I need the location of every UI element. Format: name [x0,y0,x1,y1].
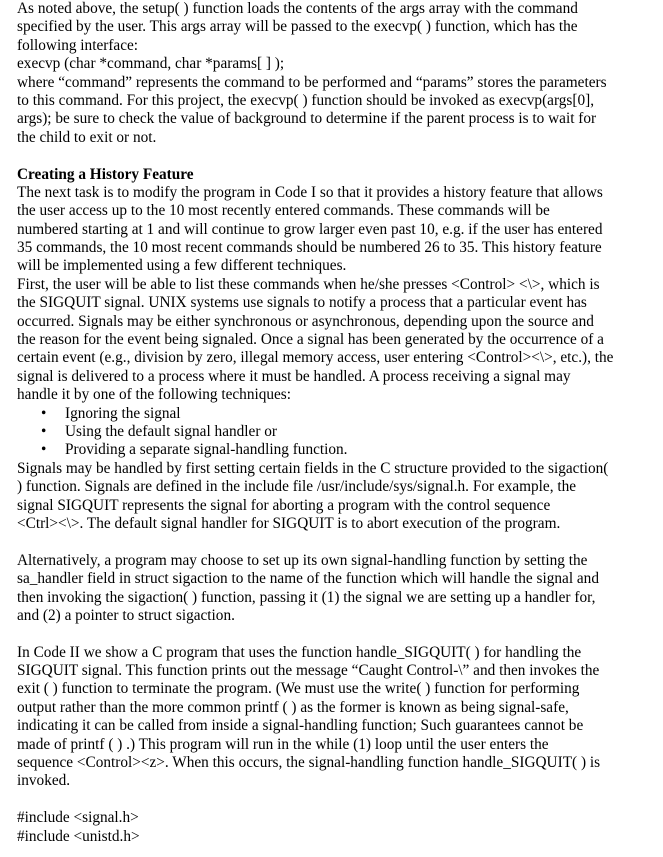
code-signature-line: execvp (char *command, char *params[ ] ); [17,55,285,73]
list-item-text: Ignoring the signal [65,404,181,422]
text-line: signal is delivered to a process where it must be handled. A process receiving a signal may [17,367,571,385]
text-line: SIGQUIT signal. This function prints out the message “Caught Control-\” and then invokes the [17,662,600,680]
text-line: exit ( ) function to terminate the program. (We must use the write( ) function for performing [17,680,580,698]
text-line: invoked. [17,772,71,790]
list-item [17,441,645,459]
paragraph-gap [17,791,645,809]
bullet-icon: • [41,404,47,422]
paragraph-execvp [17,0,645,147]
text-line: signal SIGQUIT represents the signal for aborting a program with the control sequence [17,496,551,514]
text-line: indicating it can be called from inside a signal-handling function; Such guarantees cannot be [17,717,584,735]
code-line: #include <unistd.h> [17,827,140,845]
text-line: As noted above, the setup( ) function loads the contents of the args array with the command [17,0,578,17]
text-line: will be implemented using a few different techniques. [17,257,347,275]
text-line: the user access up to the 10 most recently entered commands. These commands will be [17,202,550,220]
text-line: Signals may be handled by first setting certain fields in the C structure provided to the sigaction( [17,459,609,477]
text-line: certain event (e.g., division by zero, illegal memory access, user entering <Control><\>, etc.), the [17,349,614,367]
text-line: occurred. Signals may be either synchronous or asynchronous, depending upon the source and [17,312,594,330]
bullet-icon: • [41,422,47,440]
code-block [17,809,645,846]
list-item [17,423,645,441]
text-line: The next task is to modify the program in Code I so that it provides a history feature that allows [17,183,603,201]
text-line: In Code II we show a C program that uses the function handle_SIGQUIT( ) for handling the [17,643,582,661]
text-line: specified by the user. This args array will be passed to the execvp( ) function, which has the [17,18,578,36]
code-line: #include <signal.h> [17,809,139,827]
paragraph-alternatively [17,552,645,626]
text-line: handle it by one of the following techniques: [17,386,292,404]
section-heading: Creating a History Feature [17,165,194,183]
paragraph-gap [17,625,645,643]
text-line: then invoking the sigaction( ) function, passing it (1) the signal we are setting up a handler for, [17,588,596,606]
text-line: made of printf ( ) .) This program will run in the while (1) loop until the user enters the [17,735,549,753]
paragraph-sigaction [17,460,645,534]
text-line: 35 commands, the 10 most recent commands should be numbered 26 to 35. This history feature [17,239,602,257]
text-line: to this command. For this project, the execvp( ) function should be invoked as execvp(args[0], [17,91,595,109]
text-line: output rather than the more common printf ( ) as the former is known as being signal-safe, [17,698,569,716]
text-line: sa_handler field in struct sigaction to the name of the function which will handle the signal and [17,570,599,588]
text-line: the SIGQUIT signal. UNIX systems use signals to notify a process that a particular event has [17,294,587,312]
paragraph-code-ii [17,644,645,791]
text-line: First, the user will be able to list these commands when he/she presses <Control> <\>, which is [17,275,600,293]
paragraph-gap [17,533,645,551]
text-line: sequence <Control><z>. When this occurs, the signal-handling function handle_SIGQUIT( ) is [17,754,601,772]
text-line: Alternatively, a program may choose to set up its own signal-handling function by setting the [17,551,588,569]
paragraph-history-feature [17,184,645,405]
text-line: <Ctrl><\>. The default signal handler for SIGQUIT is to abort execution of the program. [17,514,561,532]
text-line: ) function. Signals are defined in the include file /usr/include/sys/signal.h. For example, the [17,478,577,496]
text-line: the child to exit or not. [17,128,157,146]
text-line: and (2) a pointer to struct sigaction. [17,606,235,624]
text-line: following interface: [17,36,139,54]
list-item-text: Using the default signal handler or [65,422,277,440]
technique-list [17,405,645,460]
document-page [17,0,645,846]
list-item [17,405,645,423]
text-line: numbered starting at 1 and will continue to grow larger even past 10, e.g. if the user has entered [17,220,603,238]
paragraph-gap [17,147,645,165]
text-line: where “command” represents the command to be performed and “params” stores the parameters [17,73,607,91]
text-line: args); be sure to check the value of background to determine if the parent process is to wait for [17,110,597,128]
bullet-icon: • [41,441,47,459]
list-item-text: Providing a separate signal-handling function. [65,441,348,459]
text-line: the reason for the event being signaled. Once a signal has been generated by the occurrence of a [17,331,604,349]
